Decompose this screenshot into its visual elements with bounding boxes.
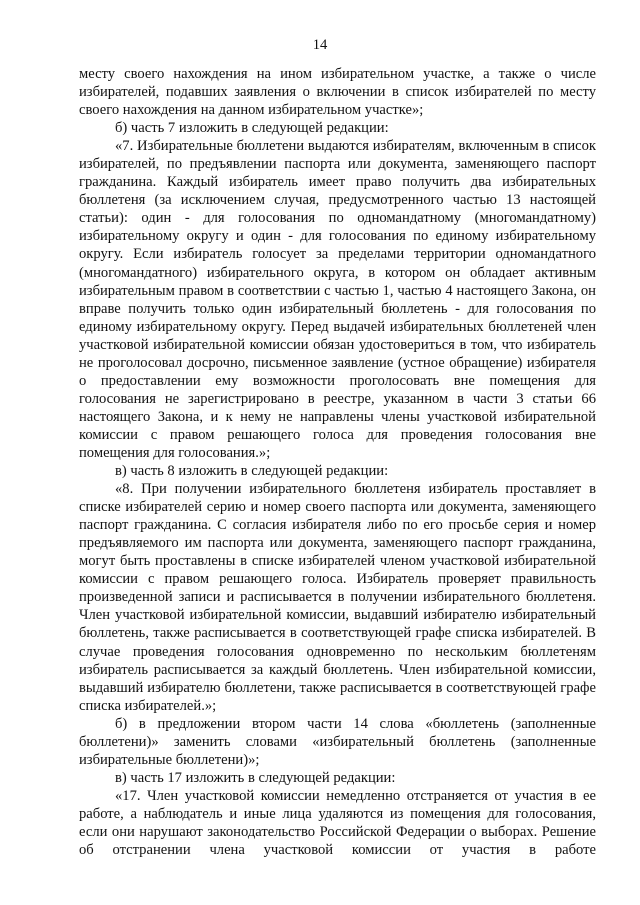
page-number: 14 xyxy=(312,37,328,53)
paragraph-item-v-part-8: в) часть 8 изложить в следующей редакции: xyxy=(115,463,389,480)
document-body xyxy=(79,65,596,859)
paragraph-item-v-part-17: в) часть 17 изложить в следующей редакции: xyxy=(115,769,396,786)
paragraph-part-7-text: «7. Избирательные бюллетени выдаются избирателям, включенным в список избирателей, по предъявлении паспорта или документа, заменяющего паспорт гражданина. Каждый избиратель имеет право получить два избирательных бюллетеня (за исключением случая, предусмотренного частью 13 настоящей статьи): один - для голосования по одномандатному (многомандатному) избирательному округу и один - для голосования по единому избирательному округу. Если избиратель голосует за пределами территории одномандатного (многомандатного) избирательного округа, в котором он обладает активным избирательным правом в соответствии с частью 1, частью 4 настоящего Закона, он вправе получить только один избирательный бюллетень - для голосования по единому избирательному округу. Перед выдачей избирательных бюллетеней член участковой избирательной комиссии обязан удостовериться в том, что избиратель не проголосовал досрочно, письменное заявление (устное обращение) избирателя о предоставлении ему возможности проголосовать вне помещения для голосования не зарегистрировано в реестре, указанном в части 3 статьи 66 настоящего Закона, и к нему не направлены члены участковой избирательной комиссии с правом решающего голоса для проведения голосования вне помещения для голосования.»; xyxy=(79,138,596,461)
paragraph-part-17-text: «17. Член участковой комиссии немедленно отстраняется от участия в ее работе, а наблюдатель и иные лица удаляются из помещения для голосования, если они нарушают законодательство Российской Федерации о выборах. Решение об отстранении члена участковой комиссии от участия в работе xyxy=(79,787,596,859)
paragraph-item-b-part-7: б) часть 7 изложить в следующей редакции: xyxy=(115,120,389,137)
paragraph-item-b-part-14: б) в предложении втором части 14 слова «бюллетень (заполненные бюллетени)» заменить словами «избирательный бюллетень (заполненные избирательные бюллетени)»; xyxy=(79,715,596,768)
paragraph-part-8-text: «8. При получении избирательного бюллетеня избиратель проставляет в списке избирателей серию и номер своего паспорта или документа, заменяющего паспорт гражданина. С согласия избирателя либо по его просьбе серия и номер предъявляемого им паспорта или документа, заменяющего паспорт гражданина, могут быть проставлены в списке избирателей членом участковой избирательной комиссии с правом решающего голоса. Избиратель проверяет правильность произведенной записи и расписывается в получении избирательного бюллетеня. Член участковой избирательной комиссии, выдавший избирателю избирательный бюллетень, также расписывается в соответствующей графе списка избирателей. В случае проведения голосования одновременно по нескольким бюллетеням избиратель расписывается за каждый бюллетень. Член избирательной комиссии, выдавший избирателю бюллетени, также расписывается в соответствующей графе списка избирателей.»; xyxy=(79,481,596,714)
paragraph-continuation: месту своего нахождения на ином избирательном участке, а также о числе избирателей, подавших заявления о включении в список избирателей по месту своего нахождения на данном избирательном участке»; xyxy=(79,66,596,119)
